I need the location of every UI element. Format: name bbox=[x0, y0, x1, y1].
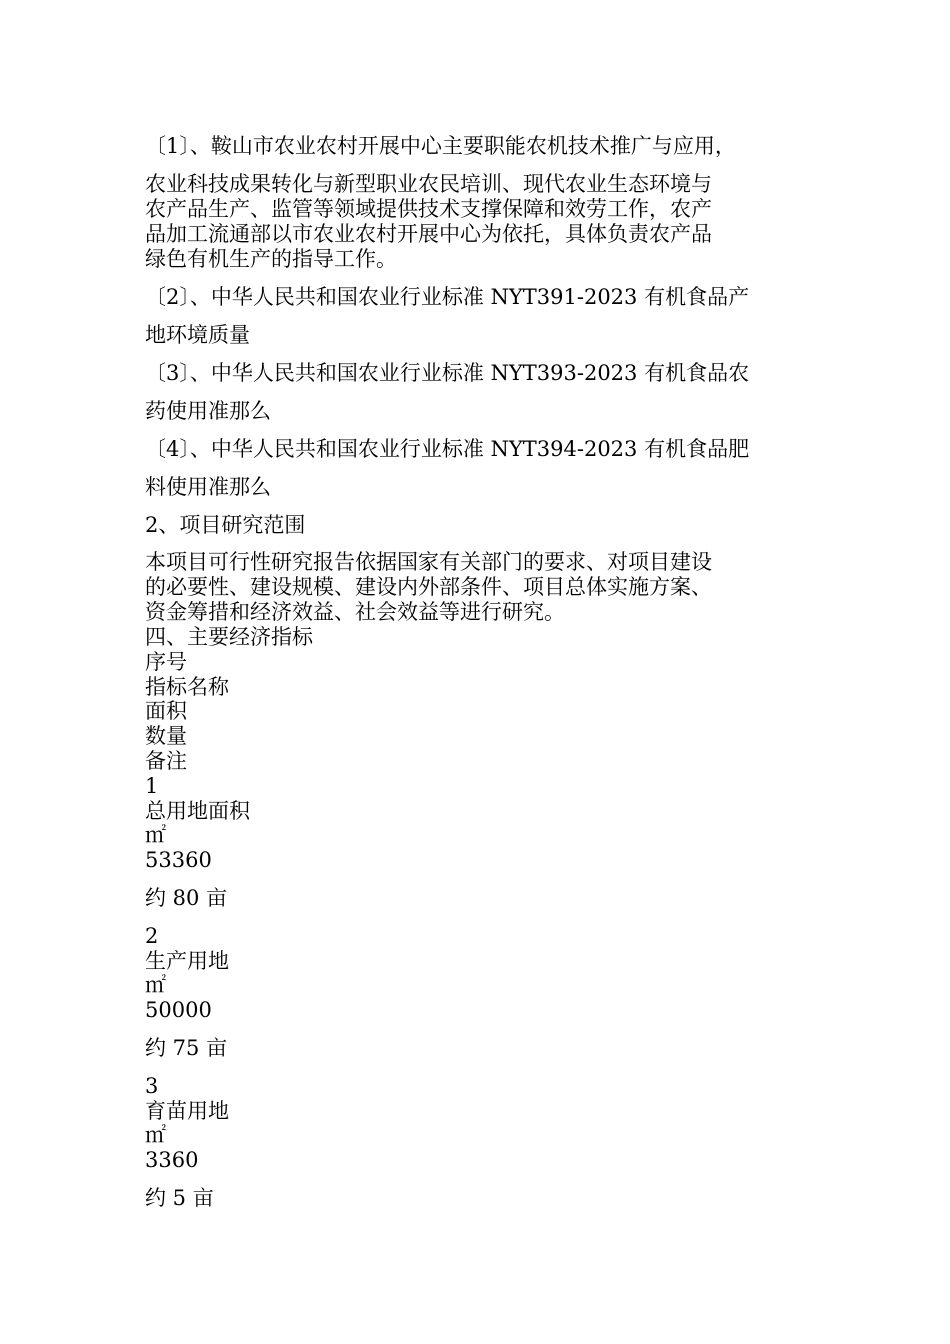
row-name: 育苗用地 bbox=[145, 1098, 229, 1123]
paragraph-3: 〔3〕、中华人民共和国农业行业标准 NYT393-2023 有机食品农 药使用准那么 bbox=[145, 361, 750, 423]
row-note: 约 75 亩 bbox=[145, 1035, 228, 1060]
paragraph-1-head: 〔1〕、鞍山市农业农村开展中心主要职能农机技术推广与应用， bbox=[145, 134, 736, 158]
scope-paragraph: 本项目可行性研究报告依据国家有关部门的要求、对项目建设 的必要性、建设规模、建设内外部条件、项目总体实施方案、 资金筹措和经济效益、社会效益等进行研究。 bbox=[145, 550, 712, 624]
row-note: 约 5 亩 bbox=[145, 1185, 214, 1210]
indicator-table bbox=[145, 650, 810, 1211]
document-page bbox=[145, 134, 810, 1211]
table-header-remark: 备注 bbox=[145, 748, 187, 773]
table-header-quantity: 数量 bbox=[145, 724, 187, 749]
paragraph-2: 〔2〕、中华人民共和国农业行业标准 NYT391-2023 有机食品产 地环境质量 bbox=[145, 285, 750, 347]
table-row bbox=[145, 774, 810, 911]
row-number: 3 bbox=[145, 1073, 159, 1098]
row-unit: ㎡ bbox=[145, 823, 166, 848]
paragraph-1-body: 农业科技成果转化与新型职业农民培训、现代农业生态环境与 农产品生产、监管等领域提供技术支撑保障和效劳工作，农产 品加工流通部以市农业农村开展中心为依托，具体负责农产品 绿色有机生产的指导工作。 bbox=[145, 172, 712, 271]
row-name: 生产用地 bbox=[145, 948, 229, 973]
row-unit: ㎡ bbox=[145, 973, 166, 998]
row-note: 约 80 亩 bbox=[145, 885, 228, 910]
row-value: 3360 bbox=[145, 1148, 199, 1173]
row-unit: ㎡ bbox=[145, 1123, 166, 1148]
paragraph-4: 〔4〕、中华人民共和国农业行业标准 NYT394-2023 有机食品肥 料使用准那么 bbox=[145, 437, 750, 499]
table-header-no: 序号 bbox=[145, 649, 187, 674]
row-number: 2 bbox=[145, 923, 159, 948]
section-heading-2: 2、项目研究范围 bbox=[145, 513, 306, 537]
row-value: 53360 bbox=[145, 848, 212, 873]
table-row bbox=[145, 1074, 810, 1211]
row-name: 总用地面积 bbox=[145, 798, 250, 823]
table-row bbox=[145, 924, 810, 1061]
table-header-name: 指标名称 bbox=[145, 674, 229, 699]
row-number: 1 bbox=[145, 773, 159, 798]
row-value: 50000 bbox=[145, 998, 212, 1023]
section-heading-4: 四、主要经济指标 bbox=[145, 625, 313, 649]
table-header-area: 面积 bbox=[145, 699, 187, 724]
